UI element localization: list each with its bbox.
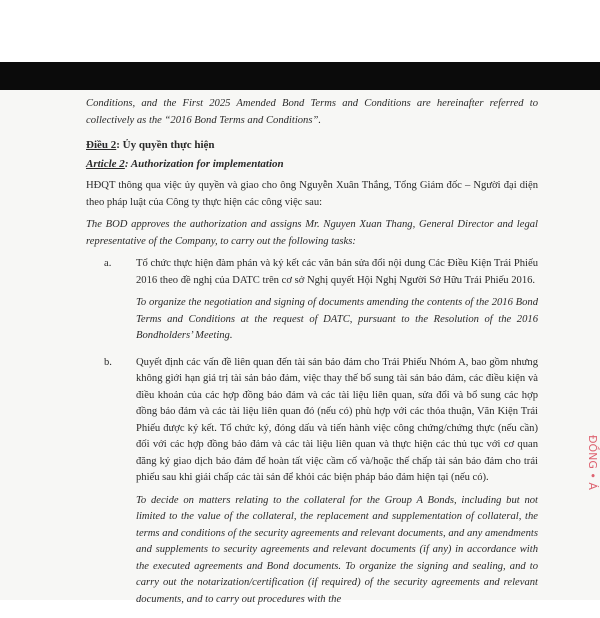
list-marker: a. [104, 258, 112, 269]
intro-paragraph: Conditions, and the First 2025 Amended Bond Terms and Conditions are hereinafter referred to collectively as the “2016 Bond Terms and Conditions”. [86, 98, 538, 126]
scan-edge-bar [0, 62, 600, 90]
article-heading-en [86, 156, 538, 173]
list-item [86, 355, 538, 615]
article-label-en: Article 2 [86, 157, 125, 170]
paragraph-vi: HĐQT thông qua việc ủy quyền và giao cho ông Nguyễn Xuân Thắng, Tổng Giám đốc – Người đại diện theo pháp luật của Công ty thực hiện các công việc sau: [86, 180, 538, 208]
article-heading-vi [86, 137, 538, 154]
list-item [86, 256, 538, 351]
list-marker: b. [104, 356, 112, 368]
paragraph-en: The BOD approves the authorization and assigns Mr. Nguyen Xuan Thang, General Director and legal representative of the Company, to carry out the following tasks: [86, 219, 538, 247]
list-item-text-vi: Quyết định các vấn đề liên quan đến tài sản bảo đảm cho Trái Phiếu Nhóm A, bao gồm nhưng không giới hạn giá trị tài sản bảo đảm, việc thay thế bổ sung tài sản bảo đảm, các điều kiện và điều khoản của các hợp đồng bảo đảm và các tài liệu liên quan, sửa đổi và bổ sung các hợp đồng bảo đảm và các tài liệu liên quan đó (nếu có) phù hợp với các thỏa thuận, Văn Kiện Trái Phiếu được ký kết. Tổ chức ký, đóng dấu và tiến hành việc công chứng/chứng thực (nếu cần) đối với các hợp đồng bảo đảm và các tài liệu liên quan và thực hiện các thủ tục với cơ quan đăng ký giao dịch bảo đảm để hoàn tất việc cầm cố và/hoặc thế chấp tài sản bảo đảm cho trái phiếu sau khi giải chấp các tài sản để khỏi các biện pháp bảo đảm hiện tại (nếu có). [136, 356, 538, 483]
article-label-vi: Điều 2 [86, 139, 117, 151]
margin-stamp: ĐỒNG • Á [586, 435, 599, 490]
list-item-text-vi: Tổ chức thực hiện đàm phán và ký kết các văn bản sửa đổi nội dung Các Điều Kiện Trái Phiếu 2016 theo đề nghị của DATC trên cơ sở Nghị quyết Hội Nghị Người Sở Hữu Trái Phiếu 2016. [136, 258, 538, 286]
list-item-body [128, 256, 538, 351]
list-item-text-en: To decide on matters relating to the collateral for the Group A Bonds, including but not limited to the value of the collateral, the replacement and supplementation of collateral, the terms and conditions of the security agreements and relevant documents, and any amendments and supplements to security agreements and relevant documents (if any) in accordance with the executed agreements and Bond documents. To organize the signing and sealing, and to carry out the notarization/certification (if required) of the security agreements and relevant documents, and to carry out procedures with the [136, 494, 538, 605]
document-content [86, 96, 538, 618]
document-page [0, 90, 600, 605]
article-title-vi: : Ủy quyền thực hiện [116, 139, 215, 151]
list-item-body [128, 355, 538, 615]
list-item-text-en: To organize the negotiation and signing of documents amending the contents of the 2016 Bond Terms and Conditions at the request of DATC, pursuant to the Resolution of the 2016 Bondholders’ Meeting. [136, 297, 538, 341]
article-title-en: : Authorization for implementation [124, 157, 284, 170]
top-margin [0, 0, 600, 62]
